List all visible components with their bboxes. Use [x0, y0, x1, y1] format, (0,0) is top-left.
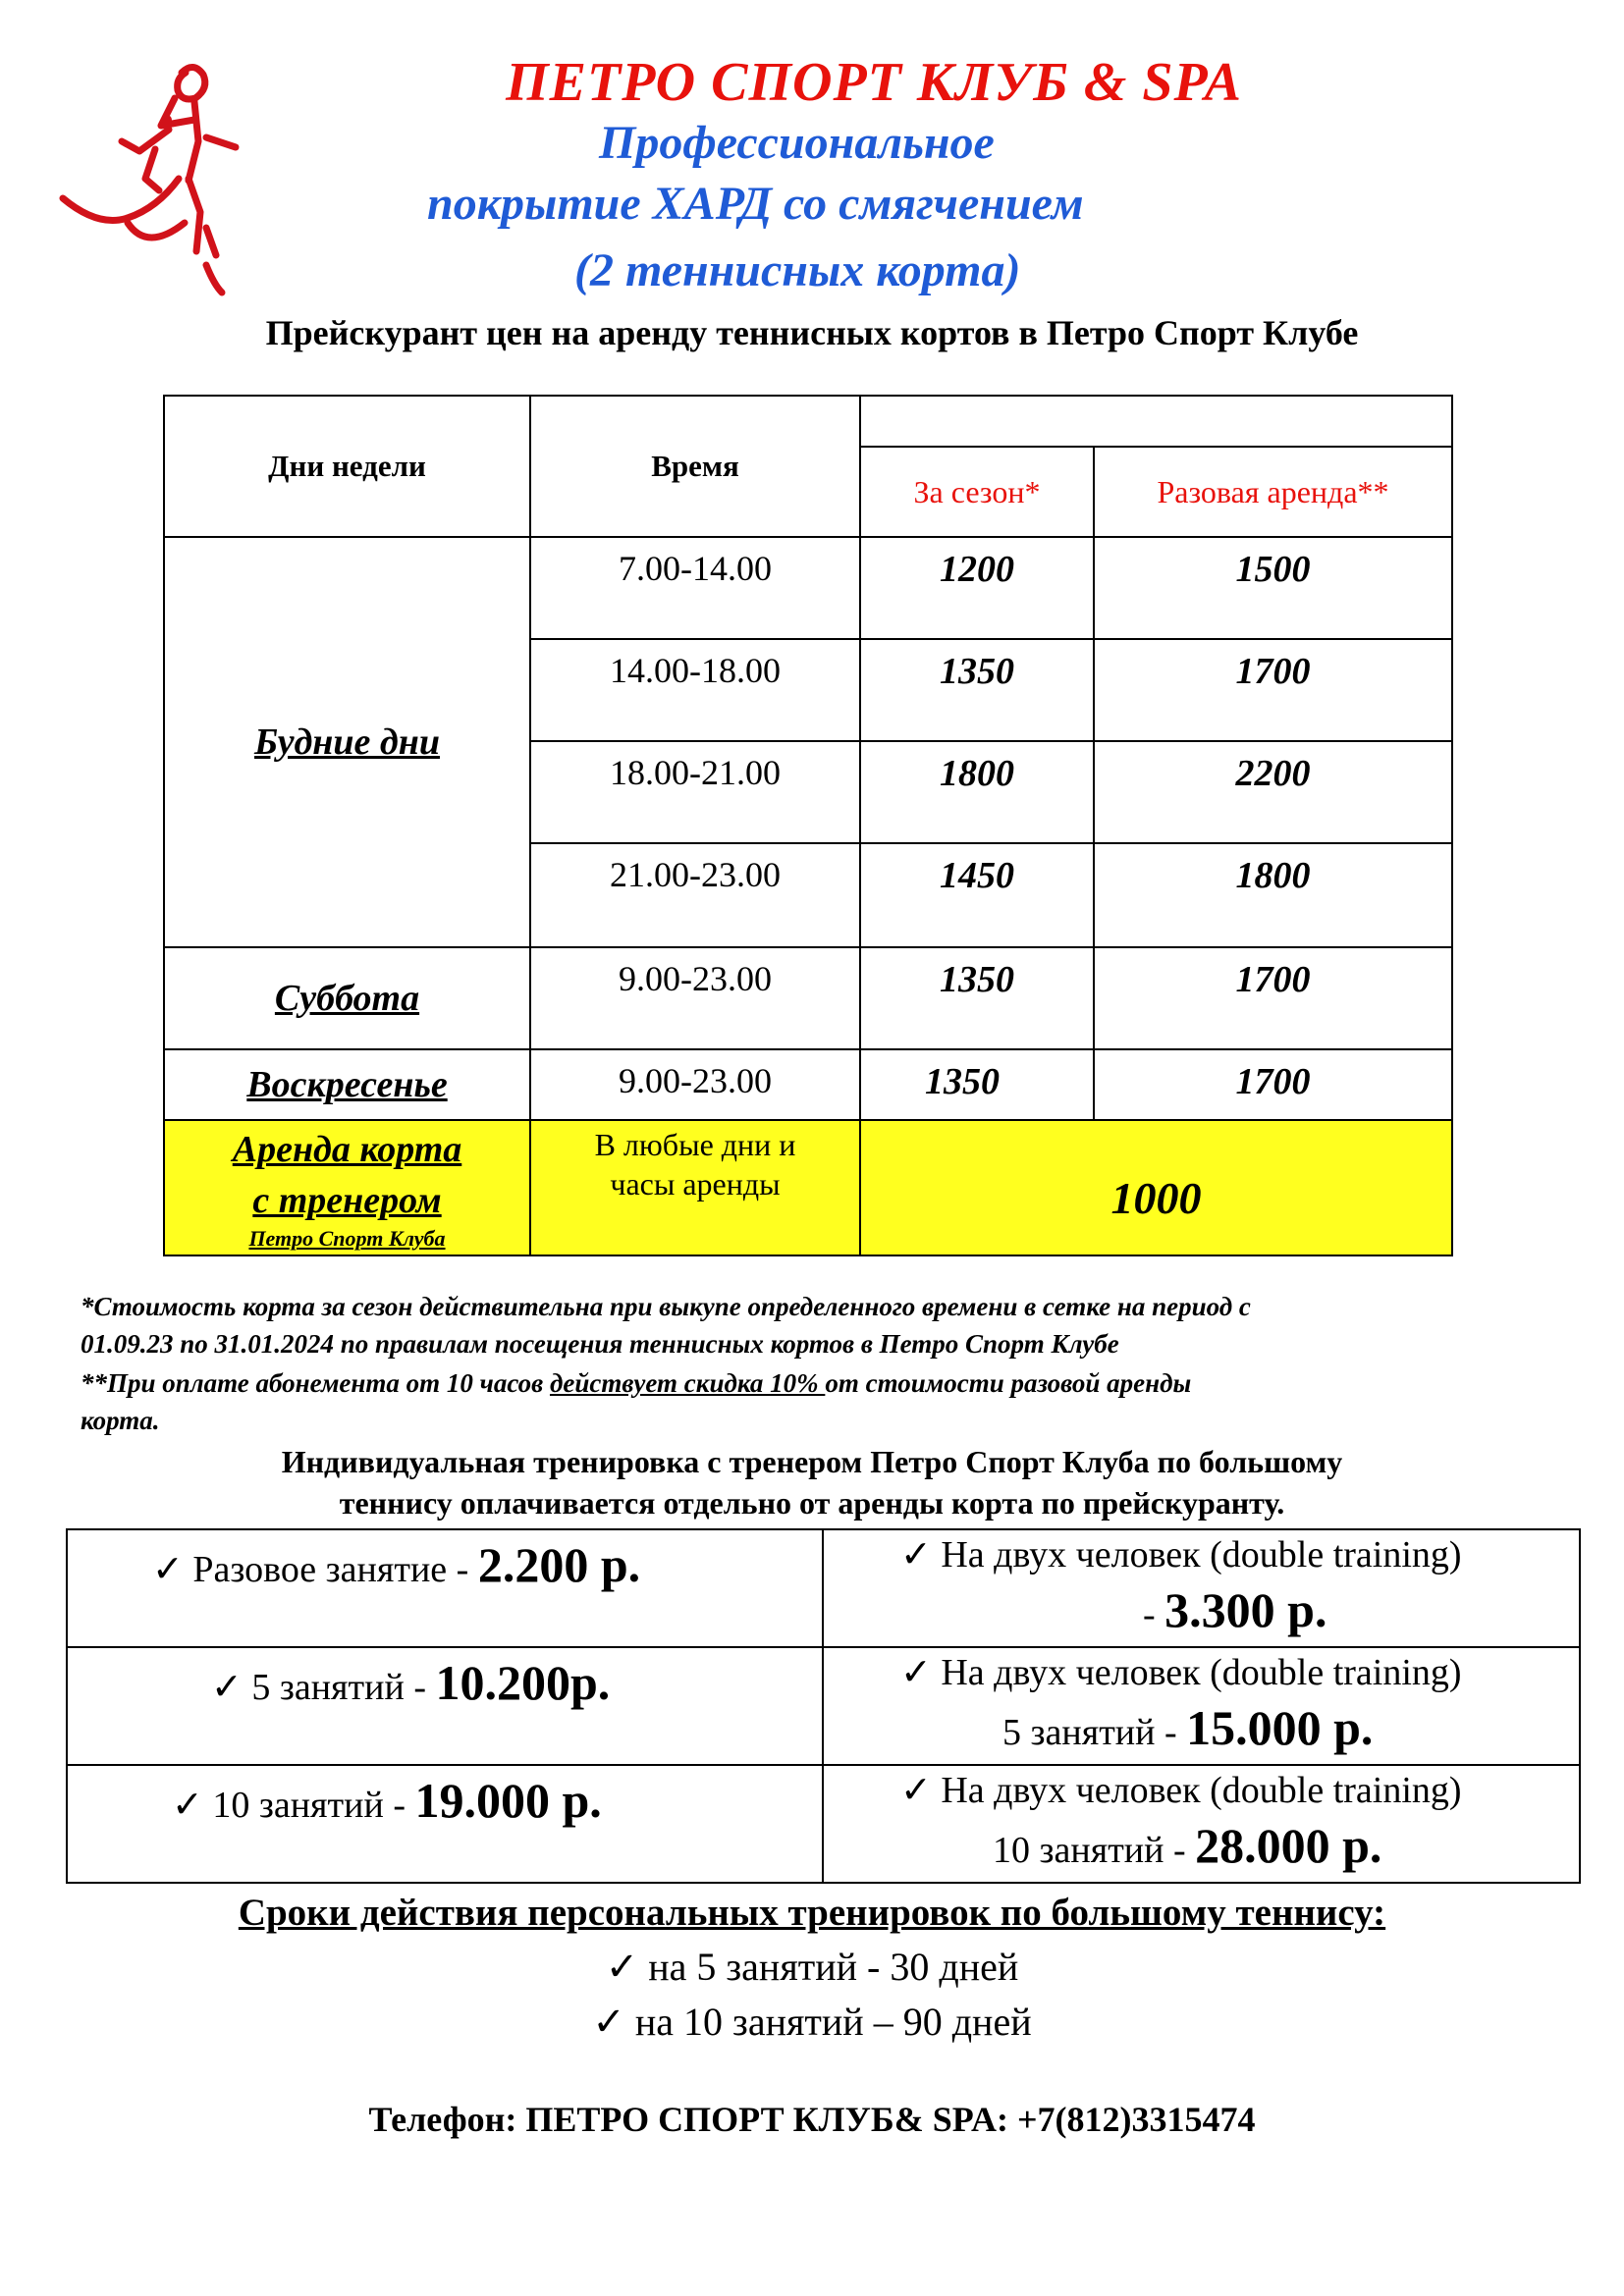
double-single-lesson-cell: ✓ На двух человек (double training) - 3.300 р.: [822, 1528, 1581, 1648]
trainer-rent-time: В любые дни и часы аренды: [529, 1119, 861, 1256]
terms-item-1: ✓ на 5 занятий - 30 дней: [605, 1945, 1019, 1989]
weekday-season-1: 1200: [859, 536, 1095, 640]
weekday-season-3: 1800: [859, 740, 1095, 844]
header-days: Дни недели: [163, 395, 531, 538]
double-ten-lessons-cell: ✓ На двух человек (double training) 10 занятий - 28.000 р.: [822, 1764, 1581, 1884]
individual-training-title: Индивидуальная тренировка с тренером Петро Спорт Клуба по большому теннису оплачивается отдельно от аренды корта по прейскуранту.: [281, 1444, 1343, 1521]
header-single: Разовая аренда**: [1093, 446, 1453, 538]
check-mark-icon: ✓: [605, 1945, 639, 1989]
price-list-title: Прейскурант цен на аренду теннисных кортов в Петро Спорт Клубе: [265, 313, 1359, 352]
sunday-season: 1350: [859, 1048, 1095, 1121]
weekday-single-3: 2200: [1093, 740, 1453, 844]
double-five-lessons-cell: ✓ На двух человек (double training) 5 занятий - 15.000 р.: [822, 1646, 1581, 1766]
weekday-single-4: 1800: [1093, 842, 1453, 948]
check-mark-icon: ✓: [172, 1785, 203, 1826]
club-title: ПЕТРО СПОРТ КЛУБ & SPA: [506, 52, 1242, 113]
weekday-single-1: 1500: [1093, 536, 1453, 640]
check-mark-icon: ✓: [592, 2000, 625, 2044]
trainer-rent-price: 1000: [859, 1119, 1453, 1256]
subtitle-line-3: (2 теннисных корта): [574, 244, 1021, 296]
saturday-label: Суббота: [163, 946, 531, 1050]
weekday-single-2: 1700: [1093, 638, 1453, 742]
check-mark-icon: ✓: [900, 1652, 932, 1693]
weekday-time-2: 14.00-18.00: [529, 638, 861, 742]
terms-item-2: ✓ на 10 занятий – 90 дней: [592, 2000, 1032, 2044]
subtitle-line-2: покрытие ХАРД со смягчением: [427, 178, 1084, 230]
single-lesson-cell: ✓ Разовое занятие - 2.200 р.: [66, 1528, 824, 1648]
five-lessons-cell: ✓ 5 занятий - 10.200р.: [66, 1646, 824, 1766]
court-price-table: [163, 395, 1453, 1256]
check-mark-icon: ✓: [900, 1534, 932, 1575]
header-season: За сезон*: [859, 446, 1095, 538]
header-price-group: [859, 395, 1453, 448]
trainer-rent-label: Аренда корта с тренером Петро Спорт Клуба: [163, 1119, 531, 1256]
check-mark-icon: ✓: [211, 1667, 243, 1708]
ten-lessons-cell: ✓ 10 занятий - 19.000 р.: [66, 1764, 824, 1884]
discount-note: **При оплате абонемента от 10 часов действует скидка 10% от стоимости разовой аренды корта.: [81, 1368, 1192, 1435]
saturday-single: 1700: [1093, 946, 1453, 1050]
saturday-time: 9.00-23.00: [529, 946, 861, 1050]
header-time: Время: [529, 395, 861, 538]
weekdays-label: Будние дни: [163, 536, 531, 948]
contact-phone: Телефон: ПЕТРО СПОРТ КЛУБ& SPA: +7(812)3315474: [368, 2100, 1256, 2139]
weekday-time-4: 21.00-23.00: [529, 842, 861, 948]
check-mark-icon: ✓: [152, 1549, 184, 1590]
season-note: *Стоимость корта за сезон действительна при выкупе определенного времени в сетке на период с 01.09.23 по 31.01.2024 по правилам посещения теннисных кортов в Петро Спорт Клубе: [81, 1292, 1251, 1359]
subtitle-line-1: Профессиональное: [599, 117, 995, 169]
tennis-player-logo: [59, 51, 255, 296]
check-mark-icon: ✓: [900, 1770, 932, 1811]
sunday-time: 9.00-23.00: [529, 1048, 861, 1121]
sunday-label: Воскресенье: [163, 1048, 531, 1121]
training-price-table: [66, 1528, 1581, 1884]
terms-title: Сроки действия персональных тренировок по большому теннису:: [238, 1892, 1386, 1934]
weekday-time-3: 18.00-21.00: [529, 740, 861, 844]
weekday-time-1: 7.00-14.00: [529, 536, 861, 640]
saturday-season: 1350: [859, 946, 1095, 1050]
weekday-season-2: 1350: [859, 638, 1095, 742]
sunday-single: 1700: [1093, 1048, 1453, 1121]
weekday-season-4: 1450: [859, 842, 1095, 948]
